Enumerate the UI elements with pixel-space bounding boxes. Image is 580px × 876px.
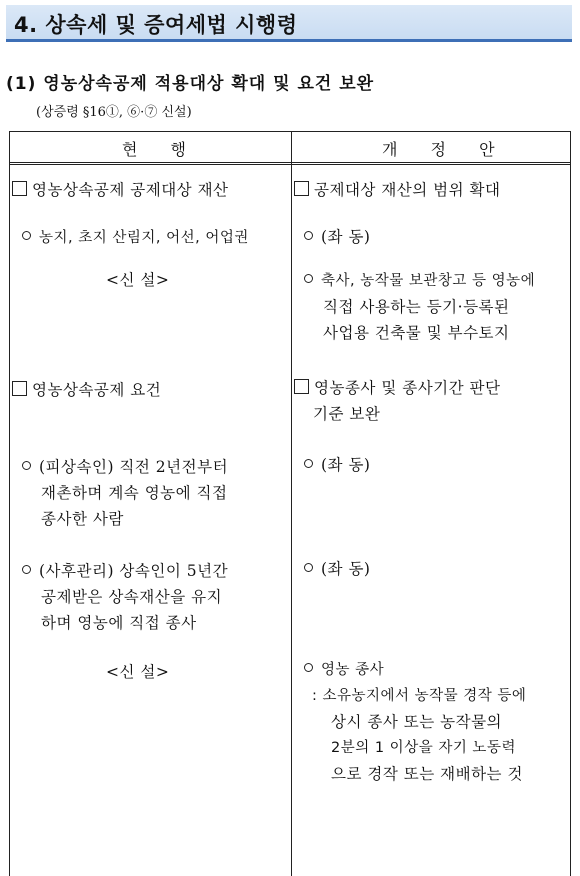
table-header	[10, 132, 570, 165]
left-new-2: <신 설>	[106, 663, 170, 681]
right-new1-line3: 사업용 건축물 및 부수토지	[323, 324, 510, 342]
right-new-2	[304, 656, 526, 787]
right-same-2-label: (좌 동)	[321, 456, 371, 474]
right-item2-line1: 영농종사 및 종사기간 판단	[314, 379, 501, 397]
left-item-2	[12, 377, 161, 403]
column-divider	[291, 132, 292, 876]
left-sub1-line3: 종사한 사람	[41, 510, 124, 528]
section-heading: (1) 영농상속공제 적용대상 확대 및 요건 보완	[6, 74, 375, 94]
left-item-1-sub	[22, 224, 249, 251]
right-same-1	[304, 224, 370, 250]
bullet-circle-icon	[22, 565, 31, 574]
bullet-circle-icon	[304, 563, 313, 572]
checkbox-square-icon	[294, 379, 309, 394]
right-new2-line2: 상시 종사 또는 농작물의	[331, 713, 503, 731]
left-sub2-line3: 하며 영농에 직접 종사	[41, 614, 197, 632]
bullet-circle-icon	[304, 231, 313, 240]
right-new2-line4: 으로 경작 또는 재배하는 것	[331, 765, 523, 783]
bullet-circle-icon	[304, 274, 313, 283]
left-item-1-label: 영농상속공제 공제대상 재산	[32, 181, 229, 199]
left-item-2-sub-1	[22, 454, 228, 532]
left-item-1	[12, 177, 229, 203]
right-new-1	[304, 267, 535, 346]
checkbox-square-icon	[294, 181, 309, 196]
left-sub1-line2: 재촌하며 계속 영농에 직접	[41, 484, 228, 502]
header-current: 현 행	[122, 140, 200, 159]
comparison-table	[9, 131, 571, 876]
right-new2-line3: 2분의 1 이상을 자기 노동력	[331, 740, 516, 756]
right-same-3-label: (좌 동)	[321, 560, 371, 578]
bullet-circle-icon	[22, 461, 31, 470]
right-same-2	[304, 452, 370, 478]
left-item-2-sub-2	[22, 558, 228, 636]
right-new2-head: 영농 종사	[321, 662, 385, 678]
section-subheading: (상증령 §16①, ⑥·⑦ 신설)	[36, 105, 192, 120]
page-title: 4. 상속세 및 증여세법 시행령	[14, 13, 298, 37]
bullet-circle-icon	[304, 459, 313, 468]
checkbox-square-icon	[12, 181, 27, 196]
checkbox-square-icon	[12, 381, 27, 396]
right-item2-line2: 기준 보완	[313, 405, 381, 423]
right-new1-line1: 축사, 농작물 보관창고 등 영농에	[321, 273, 536, 289]
right-item-1	[294, 177, 501, 203]
right-new2-line1: : 소유농지에서 농작물 경작 등에	[312, 688, 527, 704]
right-new1-line2: 직접 사용하는 등기·등록된	[323, 298, 510, 316]
left-item-1-sub-label: 농지, 초지 산림지, 어선, 어업권	[39, 230, 249, 246]
left-sub2-line2: 공제받은 상속재산을 유지	[41, 588, 223, 606]
left-item-2-label: 영농상속공제 요건	[32, 381, 162, 399]
right-item-2	[294, 375, 501, 427]
bullet-circle-icon	[22, 231, 31, 240]
right-item-1-label: 공제대상 재산의 범위 확대	[314, 181, 501, 199]
bullet-circle-icon	[304, 663, 313, 672]
right-same-3	[304, 556, 370, 582]
right-same-1-label: (좌 동)	[321, 228, 371, 246]
header-revised: 개 정 안	[382, 140, 509, 159]
left-new-1: <신 설>	[106, 271, 170, 289]
title-bar	[6, 5, 572, 42]
left-sub1-line1: (피상속인) 직전 2년전부터	[39, 458, 229, 476]
left-sub2-line1: (사후관리) 상속인이 5년간	[39, 562, 229, 580]
